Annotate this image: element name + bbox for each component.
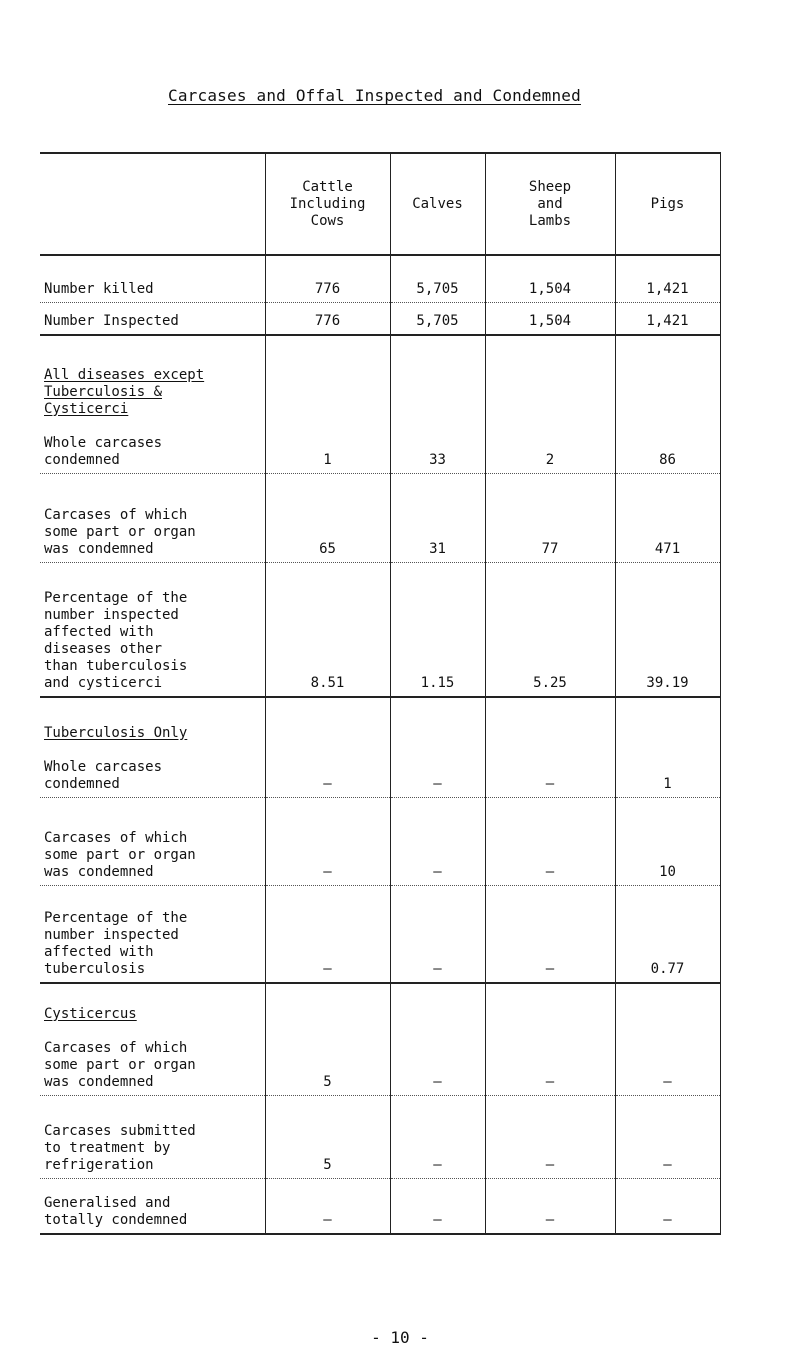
row-label: Carcases of which some part or organ was condemned [40,797,265,885]
row-number-killed [40,255,720,302]
cell-cattle: – [265,1178,390,1234]
page-number: - 10 - [371,1328,429,1347]
cell-cattle: 5 [265,983,390,1095]
cell-sheep: 1,504 [485,255,615,302]
row-label: Generalised and totally condemned [40,1178,265,1234]
cell-calves: – [390,1178,485,1234]
row-all-diseases-percentage [40,562,720,697]
cell-cattle: 8.51 [265,562,390,697]
header-row [40,153,720,255]
cell-cattle: 776 [265,255,390,302]
cell-pigs: 86 [615,335,720,473]
cell-pigs: – [615,983,720,1095]
col-header-pigs: Pigs [615,153,720,255]
header-blank-cell [40,153,265,255]
cell-pigs: 39.19 [615,562,720,697]
cell-pigs: 1 [615,697,720,797]
cell-cattle: 1 [265,335,390,473]
section-heading-all-diseases: All diseases except [44,366,205,383]
section-heading-cysticercus: Cysticercus [44,1005,137,1022]
row-label: Cysticercus Carcases of which some part or organ was condemned [40,983,265,1095]
cell-sheep: – [485,697,615,797]
row-label: Percentage of the number inspected affected with tuberculosis [40,885,265,983]
cell-sheep: 1,504 [485,302,615,335]
cell-pigs: 1,421 [615,302,720,335]
cell-pigs: – [615,1178,720,1234]
row-tb-percentage [40,885,720,983]
col-header-sheep: Sheep and Lambs [485,153,615,255]
cell-pigs: 1,421 [615,255,720,302]
cell-sheep: 77 [485,473,615,562]
cell-pigs: – [615,1095,720,1178]
cell-calves: 1.15 [390,562,485,697]
cell-sheep: 5.25 [485,562,615,697]
cell-calves: 33 [390,335,485,473]
row-tb-whole [40,697,720,797]
page-title: Carcases and Offal Inspected and Condemned [168,86,581,105]
cell-sheep: – [485,983,615,1095]
cell-cattle: – [265,797,390,885]
row-label: Carcases of which some part or organ was condemned [40,473,265,562]
row-label: Number Inspected [40,302,265,335]
cell-calves: 5,705 [390,255,485,302]
cell-calves: – [390,983,485,1095]
cell-pigs: 10 [615,797,720,885]
cell-calves: 31 [390,473,485,562]
section-heading-tuberculosis: Tuberculosis Only [44,724,188,741]
row-tb-part [40,797,720,885]
cell-calves: – [390,1095,485,1178]
row-cyst-refrigeration [40,1095,720,1178]
row-label: Carcases submitted to treatment by refrigeration [40,1095,265,1178]
cell-sheep: – [485,1095,615,1178]
cell-pigs: 471 [615,473,720,562]
cell-cattle: 5 [265,1095,390,1178]
row-cyst-generalised [40,1178,720,1234]
cell-calves: – [390,797,485,885]
cell-calves: 5,705 [390,302,485,335]
row-label: All diseases except Tuberculosis & Cysticerci Whole carcases condemned [40,335,265,473]
cell-cattle: 65 [265,473,390,562]
cell-sheep: 2 [485,335,615,473]
cell-calves: – [390,885,485,983]
row-all-diseases-whole [40,335,720,473]
cell-calves: – [390,697,485,797]
inspection-table [40,152,721,1235]
cell-pigs: 0.77 [615,885,720,983]
cell-cattle: – [265,885,390,983]
row-label: Tuberculosis Only Whole carcases condemned [40,697,265,797]
cell-cattle: 776 [265,302,390,335]
row-label: Number killed [40,255,265,302]
col-header-calves: Calves [390,153,485,255]
row-cyst-part [40,983,720,1095]
cell-sheep: – [485,797,615,885]
row-all-diseases-part [40,473,720,562]
cell-sheep: – [485,885,615,983]
row-number-inspected [40,302,720,335]
row-label: Percentage of the number inspected affected with diseases other than tuberculosis and cysticerci [40,562,265,697]
cell-cattle: – [265,697,390,797]
col-header-cattle: Cattle Including Cows [265,153,390,255]
cell-sheep: – [485,1178,615,1234]
